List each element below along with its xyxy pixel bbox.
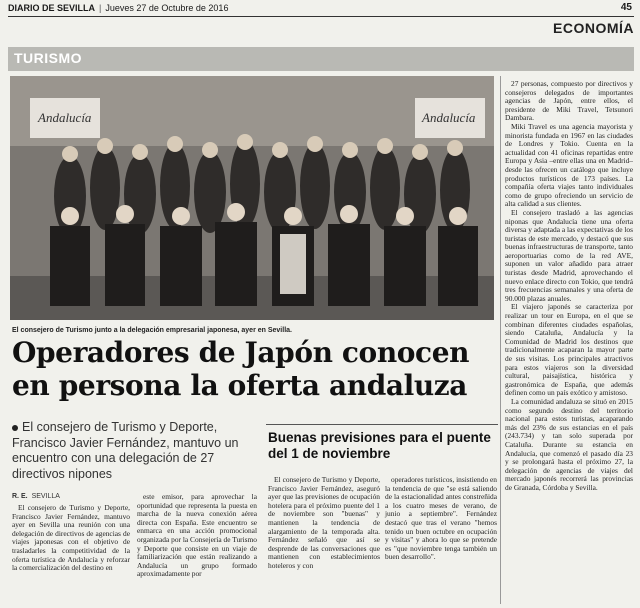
body-paragraph: 27 personas, compuesto por directivos y consejeros delegados de importantes agencias de Japón, entre ellos, el presidente de Miki Travel, Tetsunori Dambara.: [505, 79, 633, 123]
sidebar-column-1: [268, 476, 380, 571]
body-paragraph: El consejero de Turismo y Deporte, Francisco Javier Fernández, mantuvo ayer en Sevilla una reunión con una delegación de directivos de agencias de viajes japonesas con el objetivo de trasladarles la competitividad de la oferta turística de Andalucía y reforzar la comercialización del destino en: [12, 503, 130, 573]
article-deck-text: El consejero de Turismo y Deporte, Francisco Javier Fernández, mantuvo un encuentro con una delegación de 27 directivos nipones: [12, 420, 239, 481]
page-number: 45: [620, 2, 632, 13]
byline: [12, 493, 60, 500]
group-photo-illustration: [10, 76, 494, 320]
page-header: DIARIO DE SEVILLA | Jueves 27 de Octubre de 2016 45: [8, 0, 634, 17]
section-title: ECONOMÍA: [553, 20, 634, 36]
bullet-icon: [12, 425, 18, 431]
article-deck: [12, 420, 252, 482]
section-tag: TURISMO: [14, 50, 83, 66]
sidebar-headline: Buenas previsiones para el puente del 1 de noviembre: [268, 430, 491, 461]
photo-caption-text: El consejero de Turismo junto a la delegación empresarial japonesa, ayer en Sevilla.: [12, 327, 292, 334]
sidebar-column-2: [385, 476, 497, 562]
body-paragraph: este emisor, para aprovechar la oportunidad que representa la puesta en marcha de la nueva conexión aérea directa con España. Este encuentro se enmarca en una acción promocional organizada por la Consejería de Turismo y Deporte que consiste en un viaje de familiarización que están realizando a Andalucía un grupo formado aproximadamente por: [137, 492, 257, 579]
section-tag-bar: [8, 47, 634, 71]
body-paragraph: Miki Travel es una agencia mayorista y minorista fundada en 1967 en las ciudades de Londres y Tokio. Cuenta en la actualidad con 41 oficinas repartidas entre Europa y Asia –entre ellas una en Madrid– desde las ofrecen un catálogo que incluye productos turísticos de 173 países. La compañía oferta viajes tanto individuales como de grupo ofreciendo un servicio de alta calidad a sus clientes.: [505, 121, 633, 209]
banner-text-left: Andalucía: [38, 110, 92, 125]
byline-place: SEVILLA: [31, 493, 60, 500]
column-divider: [500, 76, 501, 604]
body-paragraph: La comunidad andaluza se situó en 2015 como segundo destino del territorio nacional para estos turistas, acaparando más del 23% de sus estancias en el país (243.734) y tan solo superada por Cataluña. Durante su estancia en Andalucía, que comenzó el pasado día 23 y se prolongará hasta el próximo 27, la delegación de agencias de viajes del mercado japonés recorrerá las provincias de Granada, Córdoba y Sevilla.: [505, 396, 633, 492]
photo-caption: [12, 327, 492, 334]
body-paragraph: El consejero trasladó a las agencias niponas que Andalucía tiene una oferta diversa y adaptada a las expectativas de los turistas de este mercado, y destacó que sus buenas infraestructuras de transporte, tanto aeroportuarias como de la red AVE, suponen un valor añadido para atraer turistas desde Madrid, aprovechando el nuevo enlace directo con Tokio, que tendrá tres frecuencias semanales y una oferta de 90.000 plazas anuales.: [505, 207, 633, 303]
byline-author: R. E.: [12, 493, 28, 500]
body-column-right: [505, 80, 633, 493]
issue-date: Jueves 27 de Octubre de 2016: [105, 3, 229, 13]
body-column-1: [12, 504, 130, 573]
article-headline: Operadores de Japón conocen en persona la oferta andaluza: [12, 336, 470, 402]
group-photo: [10, 76, 494, 320]
banner-text-right: Andalucía: [422, 110, 476, 125]
body-column-2: [137, 493, 257, 579]
body-paragraph: operadores turísticos, insistiendo en la tendencia de que "se está saliendo de la estacionalidad antes constreñida a los cuatro meses de verano, de junio a septiembre". Fernández destacó que tras el verano "hemos tenido un buen octubre en ocupación y visitas" y ahora lo que se pretende es "que noviembre tenga también un buen desarrollo".: [385, 475, 497, 562]
body-paragraph: El consejero de Turismo y Deporte, Francisco Javier Fernández, aseguró ayer que las previsiones de ocupación hotelera para el próximo puente del 1 de noviembre son "buenas" y mantienen la tendencia de alargamiento de la temporada alta. Fernández señaló que así se desprende de las conversaciones que mantienen con establecimientos hoteleros y con: [268, 475, 380, 570]
publication-name: DIARIO DE SEVILLA: [8, 3, 96, 13]
sidebar-rule: [266, 424, 498, 425]
body-paragraph: El viajero japonés se caracteriza por realizar un tour en Europa, en el que se combinan diferentes ciudades españolas, siendo Cataluña, Andalucía y la Comunidad de Madrid los destinos que tradicionalmente acaparan la mayor parte de sus visitas. Los principales atractivos para estos viajeros son la diversidad cultural, paisajística, histórica y gastronómica de España, que además definen como un país exótico y amistoso.: [505, 302, 633, 398]
